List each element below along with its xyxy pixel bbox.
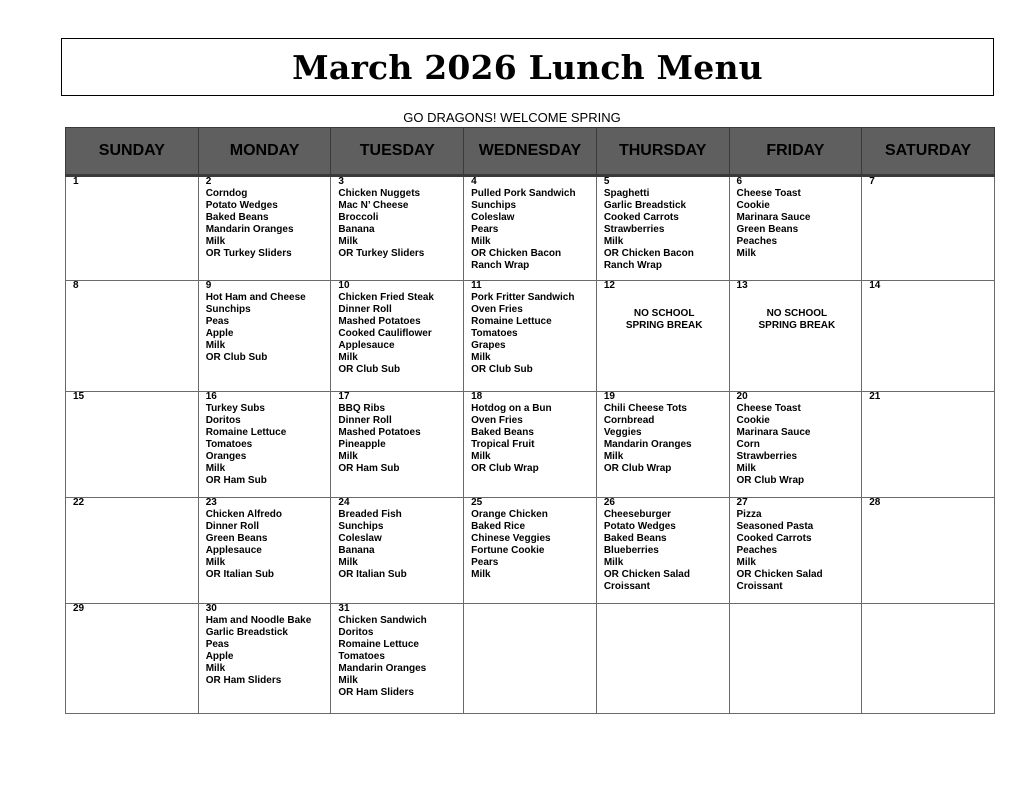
menu-item: Baked Beans [205, 212, 269, 223]
day-number: 4 [471, 176, 477, 187]
menu-item: Milk [471, 569, 491, 580]
menu-item: Milk [471, 352, 491, 363]
day-number: 17 [338, 391, 350, 402]
menu-item: Milk [736, 248, 756, 259]
day-number: 30 [205, 603, 217, 614]
menu-item: Pears [471, 224, 499, 235]
day-cell [464, 498, 597, 604]
day-cell [198, 281, 331, 392]
menu-item: Romaine Lettuce [471, 316, 552, 327]
day-cell [862, 281, 995, 392]
menu-item: Milk [338, 675, 358, 686]
menu-item: Banana [338, 224, 375, 235]
day-number: 1 [73, 176, 79, 187]
day-cell [862, 176, 995, 281]
menu-item: Sunchips [338, 521, 384, 532]
menu-item: Potato Wedges [603, 521, 676, 532]
menu-item: Romaine Lettuce [338, 639, 419, 650]
menu-item: OR Club Wrap [736, 475, 805, 486]
menu-item: Cookie [736, 415, 770, 426]
day-number: 26 [603, 497, 615, 508]
menu-item: Peas [205, 639, 230, 650]
menu-item: OR Ham Sliders [338, 687, 414, 698]
menu-item: Applesauce [205, 545, 262, 556]
day-cell [66, 176, 199, 281]
menu-item: Cooked Carrots [736, 533, 812, 544]
menu-item: Milk [338, 236, 358, 247]
day-cell [198, 498, 331, 604]
menu-item: Ranch Wrap [471, 260, 530, 271]
day-cell [862, 392, 995, 498]
day-number: 9 [205, 280, 212, 291]
menu-item: Spaghetti [603, 188, 650, 199]
menu-item: Tropical Fruit [471, 439, 535, 450]
menu-item: Banana [338, 545, 375, 556]
menu-item: Broccoli [338, 212, 379, 223]
weekday-header-sunday: SUNDAY [66, 128, 199, 176]
menu-item: Hot Ham and Cheese [205, 292, 306, 303]
menu-item: Dinner Roll [338, 415, 392, 426]
menu-item: Mandarin Oranges [205, 224, 294, 235]
menu-item: Tomatoes [471, 328, 518, 339]
day-number: 14 [869, 280, 881, 291]
page-title: March 2026 Lunch Menu [292, 47, 763, 87]
note-line: SPRING BREAK [625, 320, 703, 331]
menu-item: Pork Fritter Sandwich [471, 292, 575, 303]
menu-item: OR Club Wrap [471, 463, 539, 474]
menu-item: Breaded Fish [338, 509, 402, 520]
menu-item: Strawberries [736, 451, 798, 462]
menu-item: Oranges [205, 451, 247, 462]
menu-item: Grapes [471, 340, 506, 351]
menu-item: OR Chicken Bacon [471, 248, 562, 259]
menu-item: Ranch Wrap [603, 260, 662, 271]
menu-item: Doritos [338, 627, 374, 638]
menu-item: Potato Wedges [205, 200, 278, 211]
day-cell [729, 604, 862, 714]
menu-item: Milk [603, 557, 624, 568]
menu-item: Peas [205, 316, 230, 327]
menu-item: OR Club Sub [471, 364, 533, 375]
day-cell [198, 176, 331, 281]
day-cell [331, 392, 464, 498]
day-number: 20 [736, 391, 748, 402]
note-line: NO SCHOOL [766, 308, 828, 319]
menu-item: Milk [338, 352, 358, 363]
menu-item: Cornbread [603, 415, 655, 426]
calendar-body [66, 176, 995, 714]
menu-item: Milk [603, 451, 624, 462]
menu-item: Baked Rice [471, 521, 526, 532]
weekday-header-thursday: THURSDAY [596, 128, 729, 176]
menu-item: OR Italian Sub [205, 569, 275, 580]
menu-item: Turkey Subs [205, 403, 265, 414]
day-cell [596, 604, 729, 714]
menu-item: Coleslaw [338, 533, 382, 544]
day-cell [464, 392, 597, 498]
day-cell [331, 604, 464, 714]
menu-item: Strawberries [603, 224, 665, 235]
menu-item: Milk [471, 451, 491, 462]
menu-item: Croissant [736, 581, 783, 592]
day-cell [862, 498, 995, 604]
menu-item: BBQ Ribs [338, 403, 386, 414]
menu-item: Pizza [736, 509, 762, 520]
weekday-header-tuesday: TUESDAY [331, 128, 464, 176]
menu-item: Tomatoes [338, 651, 385, 662]
menu-item: Mashed Potatoes [338, 427, 421, 438]
day-cell [66, 281, 199, 392]
day-number: 15 [73, 391, 85, 402]
no-school-note [737, 308, 858, 332]
day-number: 27 [736, 497, 748, 508]
menu-item: Oven Fries [471, 304, 523, 315]
menu-item: OR Chicken Salad [736, 569, 823, 580]
week-row [66, 176, 995, 281]
day-cell [464, 176, 597, 281]
menu-item: Orange Chicken [471, 509, 548, 520]
day-cell [66, 604, 199, 714]
menu-item: OR Chicken Bacon [603, 248, 694, 259]
menu-item: OR Chicken Salad [603, 569, 690, 580]
day-cell [66, 498, 199, 604]
weekday-header-wednesday: WEDNESDAY [464, 128, 597, 176]
menu-item: Milk [736, 463, 756, 474]
menu-item: Marinara Sauce [736, 212, 811, 223]
weekday-header-monday: MONDAY [198, 128, 331, 176]
menu-item: Milk [205, 236, 226, 247]
weekday-header-row [66, 128, 995, 176]
day-cell [331, 498, 464, 604]
day-number: 21 [869, 391, 881, 402]
menu-item: Romaine Lettuce [205, 427, 287, 438]
day-number: 2 [205, 176, 212, 187]
menu-item: Tomatoes [205, 439, 253, 450]
menu-item: Green Beans [736, 224, 799, 235]
day-number: 25 [471, 497, 483, 508]
day-cell [596, 392, 729, 498]
menu-item: Corn [736, 439, 760, 450]
menu-item: Croissant [603, 581, 650, 592]
week-row [66, 498, 995, 604]
menu-item: Peaches [736, 545, 778, 556]
week-row [66, 604, 995, 714]
menu-item: Cheeseburger [603, 509, 672, 520]
menu-item: Mashed Potatoes [338, 316, 421, 327]
day-cell [331, 176, 464, 281]
day-number: 22 [73, 497, 85, 508]
day-number: 18 [471, 391, 483, 402]
menu-item: Milk [338, 451, 358, 462]
day-cell [596, 498, 729, 604]
day-number: 19 [603, 391, 615, 402]
menu-item: OR Club Sub [205, 352, 268, 363]
page-subtitle: GO DRAGONS! WELCOME SPRING [403, 110, 621, 125]
menu-item: Milk [471, 236, 491, 247]
menu-item: OR Club Wrap [603, 463, 672, 474]
day-number: 6 [736, 176, 743, 187]
menu-item: Green Beans [205, 533, 268, 544]
menu-item: Milk [338, 557, 358, 568]
menu-item: Corndog [205, 188, 248, 199]
day-cell [862, 604, 995, 714]
day-cell [464, 604, 597, 714]
weekday-header-friday: FRIDAY [729, 128, 862, 176]
day-number: 11 [471, 280, 482, 291]
day-number: 10 [338, 280, 350, 291]
menu-item: Dinner Roll [205, 521, 260, 532]
week-row [66, 281, 995, 392]
menu-item: Peaches [736, 236, 778, 247]
menu-item: OR Turkey Sliders [338, 248, 425, 259]
day-number: 3 [338, 176, 344, 187]
menu-item: Chicken Nuggets [338, 188, 421, 199]
day-cell [596, 176, 729, 281]
menu-item: Cheese Toast [736, 188, 801, 199]
menu-item: Marinara Sauce [736, 427, 811, 438]
day-number: 5 [603, 176, 610, 187]
menu-item: Pineapple [338, 439, 386, 450]
day-number: 24 [338, 497, 350, 508]
menu-item: Mandarin Oranges [338, 663, 427, 674]
menu-item: Baked Beans [471, 427, 534, 438]
menu-item: Pulled Pork Sandwich [471, 188, 576, 199]
weekday-header-saturday: SATURDAY [862, 128, 995, 176]
menu-item: Milk [205, 340, 226, 351]
day-cell [596, 281, 729, 392]
menu-item: Pears [471, 557, 499, 568]
menu-item: Hotdog on a Bun [471, 403, 552, 414]
week-row [66, 392, 995, 498]
day-cell [331, 281, 464, 392]
day-cell [729, 281, 862, 392]
day-number: 7 [869, 176, 875, 187]
menu-item: OR Ham Sliders [205, 675, 282, 686]
menu-item: Oven Fries [471, 415, 523, 426]
menu-item: Milk [205, 557, 226, 568]
day-cell [66, 392, 199, 498]
menu-item: Milk [205, 463, 226, 474]
day-cell [729, 498, 862, 604]
menu-item: Chicken Sandwich [338, 615, 427, 626]
menu-item: Apple [205, 651, 234, 662]
note-line: NO SCHOOL [633, 308, 695, 319]
day-number: 28 [869, 497, 881, 508]
day-cell [464, 281, 597, 392]
menu-item: Dinner Roll [338, 304, 392, 315]
menu-item: Chinese Veggies [471, 533, 551, 544]
menu-item: Mandarin Oranges [603, 439, 692, 450]
menu-item: Doritos [205, 415, 241, 426]
day-number: 8 [73, 280, 79, 291]
menu-item: OR Ham Sub [338, 463, 400, 474]
menu-item: Applesauce [338, 340, 395, 351]
menu-item: Blueberries [603, 545, 659, 556]
day-number: 29 [73, 603, 85, 614]
day-cell [198, 392, 331, 498]
no-school-note [604, 308, 725, 332]
calendar-grid [65, 127, 995, 714]
menu-item: Milk [205, 663, 226, 674]
day-number: 13 [736, 280, 748, 291]
menu-item: Coleslaw [471, 212, 515, 223]
day-number: 23 [205, 497, 217, 508]
menu-item: Apple [205, 328, 234, 339]
menu-item: Sunchips [205, 304, 251, 315]
menu-item: Seasoned Pasta [736, 521, 814, 532]
menu-item: Cookie [736, 200, 770, 211]
menu-item: Chicken Alfredo [205, 509, 283, 520]
menu-item: Sunchips [471, 200, 517, 211]
menu-item: Baked Beans [603, 533, 667, 544]
menu-item: Fortune Cookie [471, 545, 545, 556]
day-number: 31 [338, 603, 350, 614]
menu-item: Chicken Fried Steak [338, 292, 434, 303]
menu-item: Mac N’ Cheese [338, 200, 409, 211]
menu-item: Ham and Noodle Bake [205, 615, 312, 626]
menu-item: Cooked Carrots [603, 212, 679, 223]
day-number: 12 [603, 280, 615, 291]
menu-item: Garlic Breadstick [205, 627, 288, 638]
menu-item: Chili Cheese Tots [603, 403, 687, 414]
menu-item: Cheese Toast [736, 403, 801, 414]
menu-item: Garlic Breadstick [603, 200, 687, 211]
day-cell [198, 604, 331, 714]
day-cell [729, 392, 862, 498]
note-line: SPRING BREAK [758, 320, 836, 331]
title-box [61, 38, 994, 96]
menu-item: Milk [736, 557, 756, 568]
menu-item: Cooked Cauliflower [338, 328, 432, 339]
day-cell [729, 176, 862, 281]
menu-item: OR Turkey Sliders [205, 248, 292, 259]
menu-item: OR Club Sub [338, 364, 401, 375]
menu-item: Milk [603, 236, 624, 247]
day-number: 16 [205, 391, 217, 402]
menu-item: Veggies [603, 427, 642, 438]
menu-item: OR Ham Sub [205, 475, 267, 486]
menu-item: OR Italian Sub [338, 569, 407, 580]
